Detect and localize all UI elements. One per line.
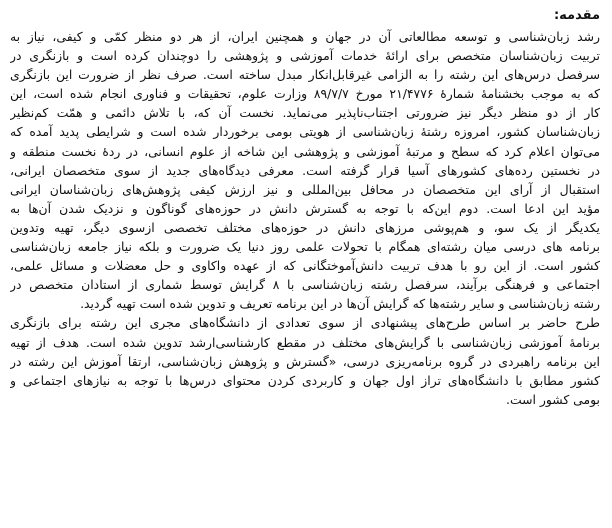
text-line: می‌توان اعلام کرد که سطح و مرتبهٔ آموزشی و پژوهشی این شاخه از علوم انسانی، در ردهٔ نخست منطقه و (10, 143, 600, 159)
text-line: مؤید این ادعا است. دوم این‌که با توجه به گسترش دانش در حوزه‌های گوناگون و نزدیک شدن آن‌ها به (10, 200, 600, 216)
text-line: زبان‌شناسان کشور، امروزه رشتهٔ زبان‌شناسی از هویتی بومی برخوردار شده است و شرایطی پدید آمده که (10, 124, 600, 140)
paragraph-intro (10, 27, 600, 313)
text-line: کار از دو منظر دیگر نیز ضرورتی اجتناب‌ناپذیر می‌نماید. نخست آن که، با تلاش دائمی و همّت کم‌نظیر (10, 105, 600, 121)
text-line: استقبال از آرای این متخصصان در محافل بین‌المللی و نیز ارزش کیفی پژوهش‌های زبان‌شناسان ایرانی (10, 181, 600, 197)
text-line: این برنامه راهبردی در گروه برنامه‌ریزی درسی، «گسترش و پژوهش زبان‌شناسی، ارتقا آموزش این رشته در (10, 353, 600, 369)
text-line: اجتماعی و فرهنگی برآیند، سرفصل رشته زبان‌شناسی با ۸ گرایش توسط شماری از استادان متخصص در (10, 277, 600, 293)
text-line: در نخستین رده‌های کشورهای آسیا قرار گرفته است. معرفی دیدگاه‌های جدید از سوی متخصصان ایرانی، (10, 162, 600, 178)
text-line: سرفصل درس‌های این رشته را به الزامی غیرقابل‌انکار مبدل ساخته است. صرف نظر از ضرورت این بازنگری (10, 67, 600, 83)
section-heading: مقدمه: (553, 8, 600, 23)
text-line: کشور است. از این رو با هدف تربیت دانش‌آموختگانی که از عهده واکاوی و حل معضلات و مسائل علمی، (10, 258, 600, 274)
text-line: یکدیگر از یک سو، و هم‌پوشی مرزهای دانش در حوزه‌های مختلف تخصصی ازسوی دیگر، تهیه وتدوین (10, 219, 600, 235)
text-line: کشور مطابق با دانشگاه‌های تراز اول جهان و کاربردی کردن محتوای درس‌ها با توجه به نیازهای اجتماعی و (10, 372, 600, 388)
text-line: تربیت زبان‌شناسان متخصص برای ارائهٔ خدمات آموزشی و پژوهشی را دوچندان کرده است و بازنگری در (10, 48, 600, 64)
text-line: بومی کشور است. (506, 391, 600, 407)
text-line: که به موجب بخشنامهٔ شمارهٔ ۲۱/۴۷۷۶ مورخ ۸۹/۷/۷ وزارت علوم، تحقیقات و فناوری انجام شده است، این (10, 86, 600, 102)
paragraph-purpose (10, 313, 600, 408)
text-line: رشد زبان‌شناسی و توسعه مطالعاتی آن در جهان و همچنین ایران، از هر دو منظر کمّی و کیفی، نیاز به (10, 29, 600, 44)
text-line: برنامهٔ آموزشی زبان‌شناسی با گرایش‌های مختلف در مقطع کارشناسی‌ارشد تدوین شده است. هدف از تهیه (10, 334, 600, 350)
text-line: رشته زبان‌شناسی و سایر رشته‌ها که گرایش آن‌ها در این برنامه تعریف و تدوین شده است تهیه گردید. (80, 296, 600, 312)
text-line: طرح حاضر بر اساس طرح‌های پیشنهادی از سوی تعدادی از دانشگاه‌های مجری این رشته برای بازنگری (10, 315, 600, 331)
text-line: برنامه های درسی میان رشته‌ای همگام با تحولات علمی روز دنیا یک ضرورت و بلکه نیاز جامعه زبان‌شناسی (10, 239, 600, 255)
